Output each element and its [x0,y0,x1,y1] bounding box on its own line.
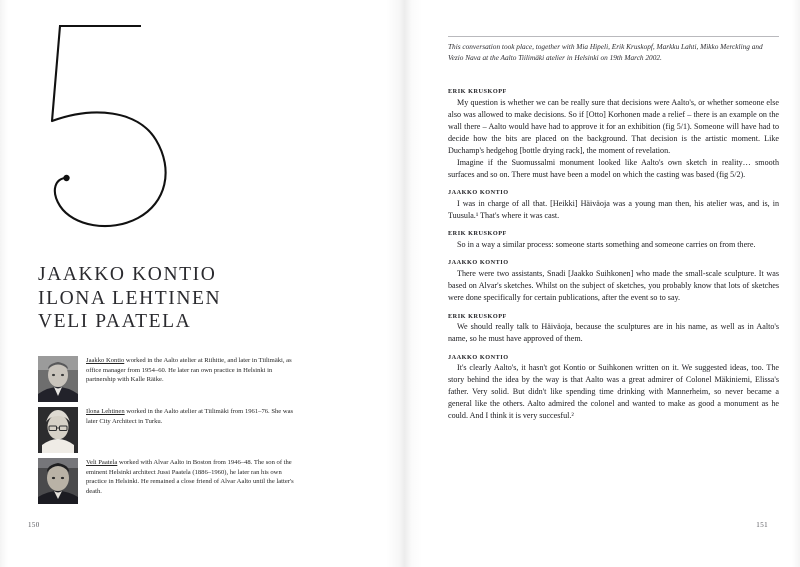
conversation-paragraph: We should really talk to Häiväoja, because the sculptures are in his name, as well as in Aalto's name, so he must have approved of them. [448,322,779,344]
chapter-title [38,263,338,334]
chapter-title-line-3: VELI PAATELA [38,311,192,332]
page-number-left: 150 [28,521,40,529]
biography-name: Jaakko Kontio [86,357,125,364]
page-number-right: 151 [756,521,768,529]
conversation-paragraph: There were two assistants, Snadi [Jaakko Suihkonen] who made the small-scale sculpture. It was based on Alvar's sketches. Whilst on the subject of sketches, you probably know that lots of sketches were done specifically for certain publications, after the event so to say. [448,268,779,303]
biography-entry [38,458,298,502]
speaker-label: JAAKKO KONTIO [448,189,509,197]
chapter-title-line-2: ILONA LEHTINEN [38,287,222,309]
conversation-paragraph: It's clearly Aalto's, it hasn't got Kontio or Suihkonen written on it. We suggested ideas, too. The story behind the idea by the way is that Aalto was a great admirer of Colonel Mäkiniemi, Elissa's father. Very solid. But didn't like spending time drinking with Mannerheim, so never became a general like the others. Aalto admired the colonel and wanted to make as good a monument as he could. And I think it is very succesful.² [448,363,779,421]
portrait-photo-veli-paatela [38,458,78,504]
portrait-photo-ilona-lehtinen [38,407,78,453]
header-rule [448,36,779,37]
biography-name: Veli Paatela [86,459,118,466]
biography-description: worked in the Aalto atelier at Riihitie, and later in Tiilimäki, as office manager from 1954–60. He later ran own practice in Helsinki in partnership with Kalle Räike. [86,357,292,384]
chapter-title-line-1: JAAKKO KONTIO [38,264,217,285]
speaker-label: JAAKKO KONTIO [448,353,509,361]
right-page [400,0,800,567]
biography-description: worked in the Aalto atelier at Tiilimäki from 1961–76. She was later City Architect in Turku. [86,408,294,425]
conversation-paragraph: Imagine if the Suomussalmi monument looked like Aalto's own sketch in reality… smooth surfaces and so on. There must have been a model on which the casting was based (fig 5/2). [448,157,779,179]
biography-description: worked with Alvar Aalto in Boston from 1946–48. The son of the eminent Helsinki architect Jussi Paatela (1886–1960), he later ran his own practice in Helsinki. He remained a close friend of Alvar Aalto until the latter's death. [86,459,294,495]
biography-text [86,356,298,385]
chapter-number-graphic [38,18,268,258]
conversation-body [448,88,779,422]
biography-text [86,458,298,496]
conversation-paragraph: So in a way a similar process: someone starts something and someone carries on from there. [457,239,756,249]
biography-entry [38,407,298,451]
speaker-label: ERIK KRUSKOPF [448,230,507,238]
portrait-photo-jaakko-kontio [38,356,78,402]
biography-list [38,356,298,509]
speaker-label: JAAKKO KONTIO [448,259,509,267]
speaker-label: ERIK KRUSKOPF [448,88,507,95]
conversation-paragraph: My question is whether we can be really sure that decisions were Aalto's, or whether someone else also was allowed to make decisions. So if [Otto] Korhonen made a relief – there is an example on the wall there – Aalto would have had to approve it for an exhibition (fig 5/1). Someone will have had to decide how the bits are placed on the background. That decision is the artistic moment. Like Duchamp's hedgehog [bottle drying rack], the moment of revelation. [448,97,779,155]
speaker-label: ERIK KRUSKOPF [448,312,507,320]
biography-text [86,407,298,426]
conversation-paragraph: I was in charge of all that. [Heikki] Häiväoja was a young man then, his atelier was, and is, in Tuusula.¹ That's where it was cast. [448,198,779,220]
biography-name: Ilona Lehtinen [86,408,125,415]
biography-entry [38,356,298,400]
intro-note: This conversation took place, together with Mia Hipeli, Erik Kruskopf, Markku Lahti, Mikko Merckling and Vezio Nava at the Aalto Tiilimäki atelier in Helsinki on 19th March 2002. [448,42,763,63]
